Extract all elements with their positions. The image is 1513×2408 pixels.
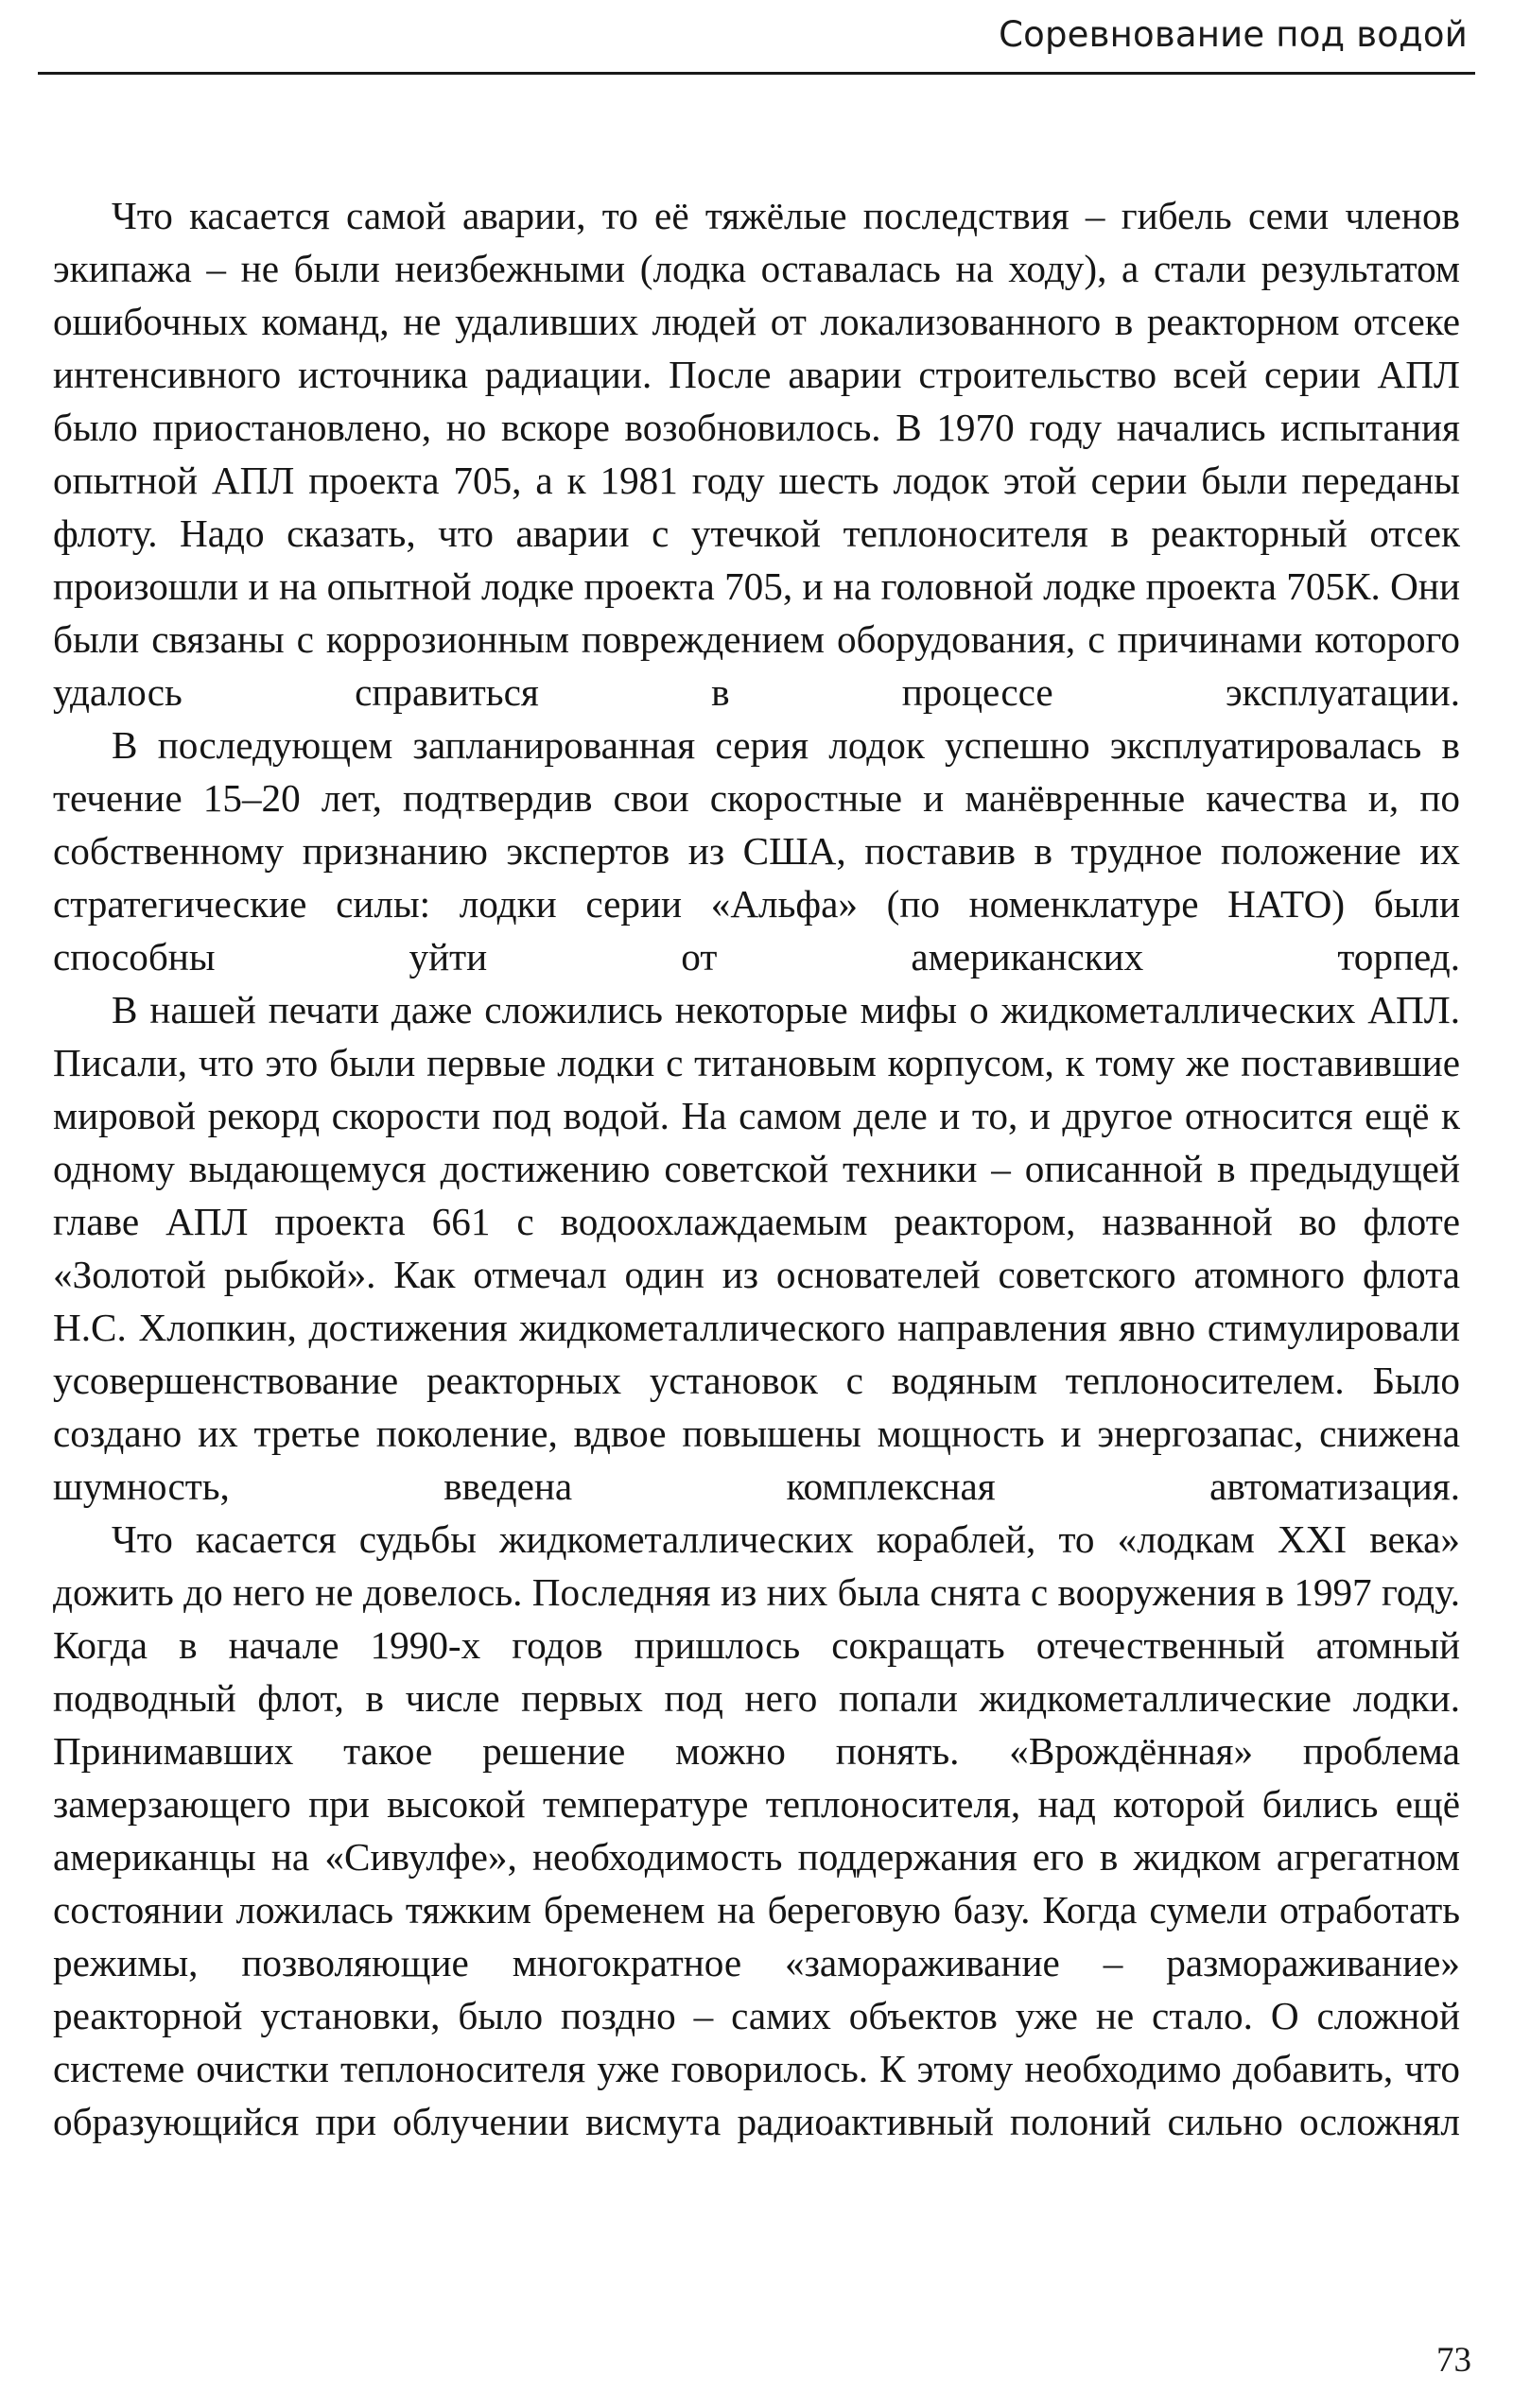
page-body — [53, 189, 1460, 2148]
header-rule — [38, 72, 1475, 75]
running-title: Соревнование под водой — [999, 14, 1468, 55]
paragraph: Что касается самой аварии, то её тяжёлые последствия – гибель семи членов экипажа – не были неизбежными (лодка оставалась на ходу), а стали результатом ошибочных команд, не удаливших людей от локализованного в реакторном отсеке интенсивного источника радиации. После аварии строительство всей серии АПЛ было приостановлено, но вскоре возобновилось. В 1970 году начались испытания опытной АПЛ проекта 705, а к 1981 году шесть лодок этой серии были переданы флоту. Надо сказать, что аварии с утечкой теплоносителя в реакторный отсек произошли и на опытной лодке проекта 705, и на головной лодке проекта 705К. Они были связаны с коррозионным повреждением оборудования, с причинами которого удалось справиться в процессе эксплуатации. — [53, 194, 1460, 714]
paragraph: В последующем запланированная серия лодок успешно эксплуатировалась в течение 15–20 лет, подтвердив свои скоростные и манёвренные качества и, по собственному признанию экспертов из США, поставив в трудное положение их стратегические силы: лодки серии «Альфа» (по номенклатуре НАТО) были способны уйти от американских торпед. — [53, 723, 1460, 979]
paragraph: В нашей печати даже сложились некоторые мифы о жидкометаллических АПЛ. Писали, что это были первые лодки с титановым корпусом, к тому же поставившие мировой рекорд скорости под водой. На самом деле и то, и другое относится ещё к одному выдающемуся достижению советской техники – описанной в предыдущей главе АПЛ проекта 661 с водоохлаждаемым реактором, названной во флоте «Золотой рыбкой». Как отмечал один из основателей советского атомного флота Н.С. Хлопкин, достижения жидкометаллического направления явно стимулировали усовершенствование реакторных установок с водяным теплоносителем. Было создано их третье поколение, вдвое повышены мощность и энергозапас, снижена шумность, введена комплексная автоматизация. — [53, 988, 1460, 1508]
page-number: 73 — [1436, 2341, 1471, 2380]
paragraph: Что касается судьбы жидкометаллических кораблей, то «лодкам XXI века» дожить до него не довелось. Последняя из них была снята с вооружения в 1997 году. Когда в начале 1990-х годов пришлось сокращать отечественный атомный подводный флот, в числе первых под него попали жидкометаллические лодки. Принимавших такое решение можно понять. «Врождённая» проблема замерзающего при высокой температуре теплоносителя, над которой бились ещё американцы на «Сивулфе», необходимость поддержания его в жидком агрегатном состоянии ложилась тяжким бременем на береговую базу. Когда сумели отработать режимы, позволяющие многократное «замораживание – размораживание» реакторной установки, было поздно – самих объектов уже не стало. О сложной системе очистки теплоносителя уже говорилось. К этому необходимо добавить, что образующийся при облучении висмута радиоактивный полоний сильно осложнял — [53, 1517, 1460, 2143]
